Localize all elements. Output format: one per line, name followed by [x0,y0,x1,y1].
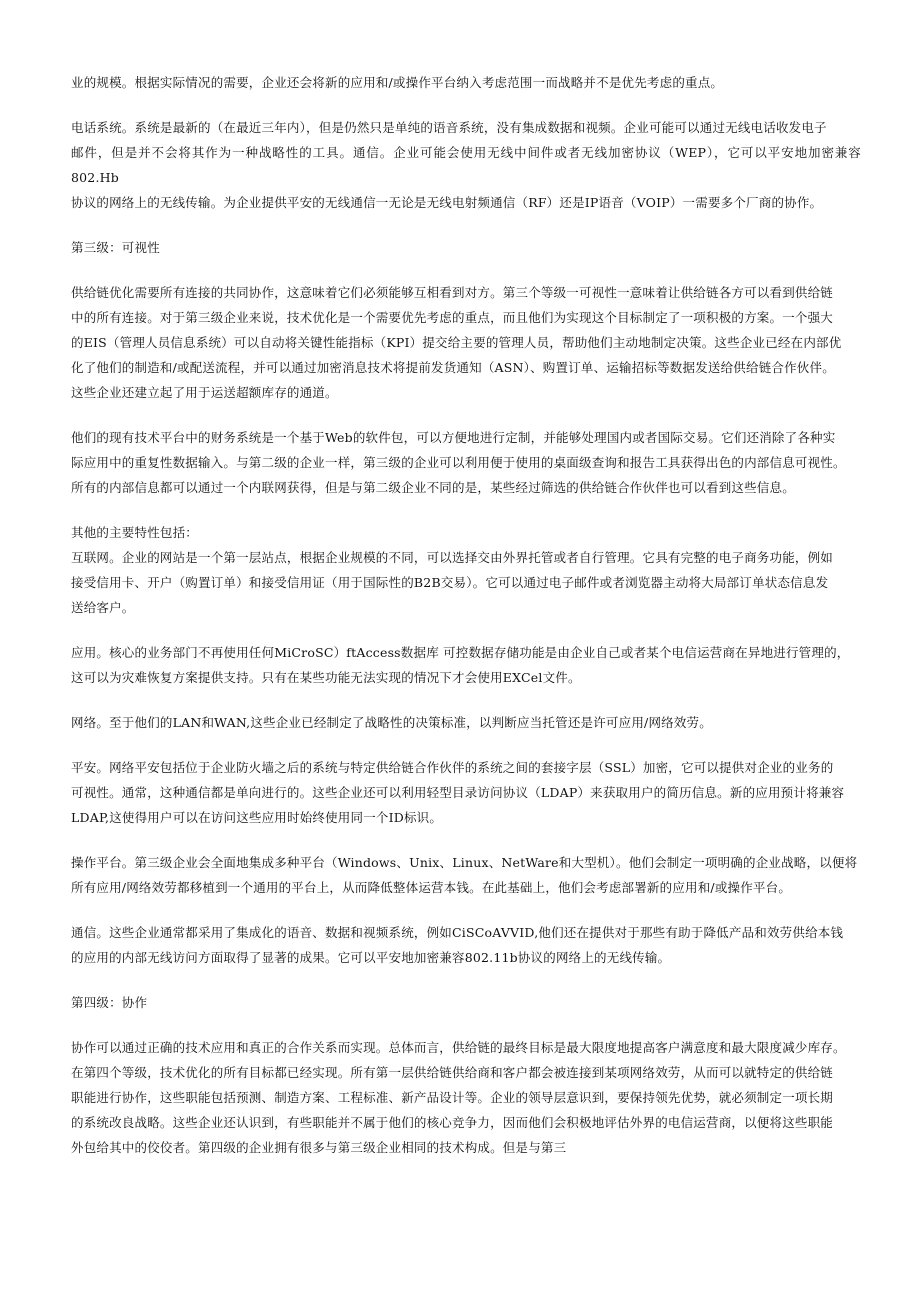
section-heading-level-3: 第三级：可视性 [71,240,160,255]
paragraph-internet: 其他的主要特性包括： 互联网。企业的网站是一个第一层站点，根据企业规模的不同，可以选择交由外界托管或者自行管理。它具有完整的电子商务功能，例如 接受信用卡、开户（购置订单）和接受信用证（用于国际性的B2B交易）。它可以通过电子邮件或者浏览器主动将大局部订单状态信息发 送给客户。 [71,525,834,615]
paragraph-communication: 通信。这些企业通常都采用了集成化的语音、数据和视频系统，例如CiSCoAVVID,他们还在提供对于那些有助于降低产品和效劳供给本钱 的应用的内部无线访问方面取得了显著的成果。它可以平安地加密兼容802.11b协议的网络上的无线传输。 [71,925,844,965]
paragraph-security: 平安。网络平安包括位于企业防火墙之后的系统与特定供给链合作伙伴的系统之间的套接字层（SSL）加密，它可以提供对企业的业务的 可视性。通常，这种通信都是单向进行的。这些企业还可以利用轻型目录访问协议（LDAP）来获取用户的简历信息。新的应用预计将兼容 LDAP,这使得用户可以在访问这些应用时始终使用同一个ID标识。 [71,760,845,825]
paragraph-collaboration: 协作可以通过正确的技术应用和真正的合作关系而实现。总体而言，供给链的最终目标是最大限度地提高客户满意度和最大限度减少库存。 在第四个等级，技术优化的所有目标都已经实现。所有第一层供给链供给商和客户都会被连接到某项网络效劳，从而可以就特定的供给链 职能进行协作，这些职能包括预测、制造方案、工程标准、新产品设计等。企业的领导层意识到，要保持领先优势，就必须制定一项长期 的系统改良战略。这些企业还认识到，有些职能并不属于他们的核心竞争力，因而他们会积极地评估外界的电信运营商，以便将这些职能 外包给其中的佼佼者。第四级的企业拥有很多与第三级企业相同的技术构成。但是与第三 [71,1040,846,1155]
paragraph-visibility: 供给链优化需要所有连接的共同协作，这意味着它们必须能够互相看到对方。第三个等级一可视性一意味着让供给链各方可以看到供给链 中的所有连接。对于第三级企业来说，技术优化是一个需要优先考虑的重点，而且他们为实现这个目标制定了一项积极的方案。一个强大 的EIS（管理人员信息系统）可以自动将关键性能指标（KPI）提交给主要的管理人员，帮助他们主动地制定决策。这些企业已经在内部优 化了他们的制造和/或配送流程，并可以通过加密消息技术将提前发货通知（ASN）、购置订单、运输招标等数据发送给供给链合作伙伴。 这些企业还建立起了用于运送超额库存的通道。 [71,285,842,400]
paragraph-financial-system: 他们的现有技术平台中的财务系统是一个基于Web的软件包，可以方便地进行定制，并能够处理国内或者国际交易。它们还消除了各种实 际应用中的重复性数据输入。与第二级的企业一样，第三级的企业可以利用便于使用的桌面级查询和报告工具获得出色的内部信息可视性。 所有的内部信息都可以通过一个内联网获得，但是与第二级企业不同的是，某些经过筛选的供给链合作伙伴也可以看到这些信息。 [71,430,846,495]
paragraph-intro: 业的规模。根据实际情况的需要，企业还会将新的应用和/或操作平台纳入考虑范围一而战略并不是优先考虑的重点。 [71,75,724,90]
paragraph-network: 网络。至于他们的LAN和WAN,这些企业已经制定了战略性的决策标准，以判断应当托管还是许可应用/网络效劳。 [71,715,712,730]
document-page [71,70,861,1160]
paragraph-operating-platform: 操作平台。第三级企业会全面地集成多种平台（Windows、Unix、Linux、NetWare和大型机）。他们会制定一项明确的企业战略，以便将 所有应用/网络效劳都移植到一个通用的平台上，从而降低整体运营本钱。在此基础上，他们会考虑部署新的应用和/或操作平台。 [71,855,858,895]
section-heading-level-4: 第四级：协作 [71,995,148,1010]
paragraph-application: 应用。核心的业务部门不再使用任何MiCroSC）ftAccess数据库 可控数据存储功能是由企业自己或者某个电信运营商在异地进行管理的， 这可以为灾难恢复方案提供支持。只有在某些功能无法实现的情况下才会使用EXCel文件。 [71,645,850,685]
paragraph-telephone-system: 电话系统。系统是最新的（在最近三年内），但是仍然只是单纯的语音系统，没有集成数据和视频。企业可能可以通过无线电话收发电子 邮件，但是并不会将其作为一种战略性的工具。通信。企业可能会使用无线中间件或者无线加密协议（WEP），它可以平安地加密兼容802.Hb 协议的网络上的无线传输。为企业提供平安的无线通信一无论是无线电射频通信（RF）还是IP语音（VOIP）一需要多个厂商的协作。 [71,120,861,210]
